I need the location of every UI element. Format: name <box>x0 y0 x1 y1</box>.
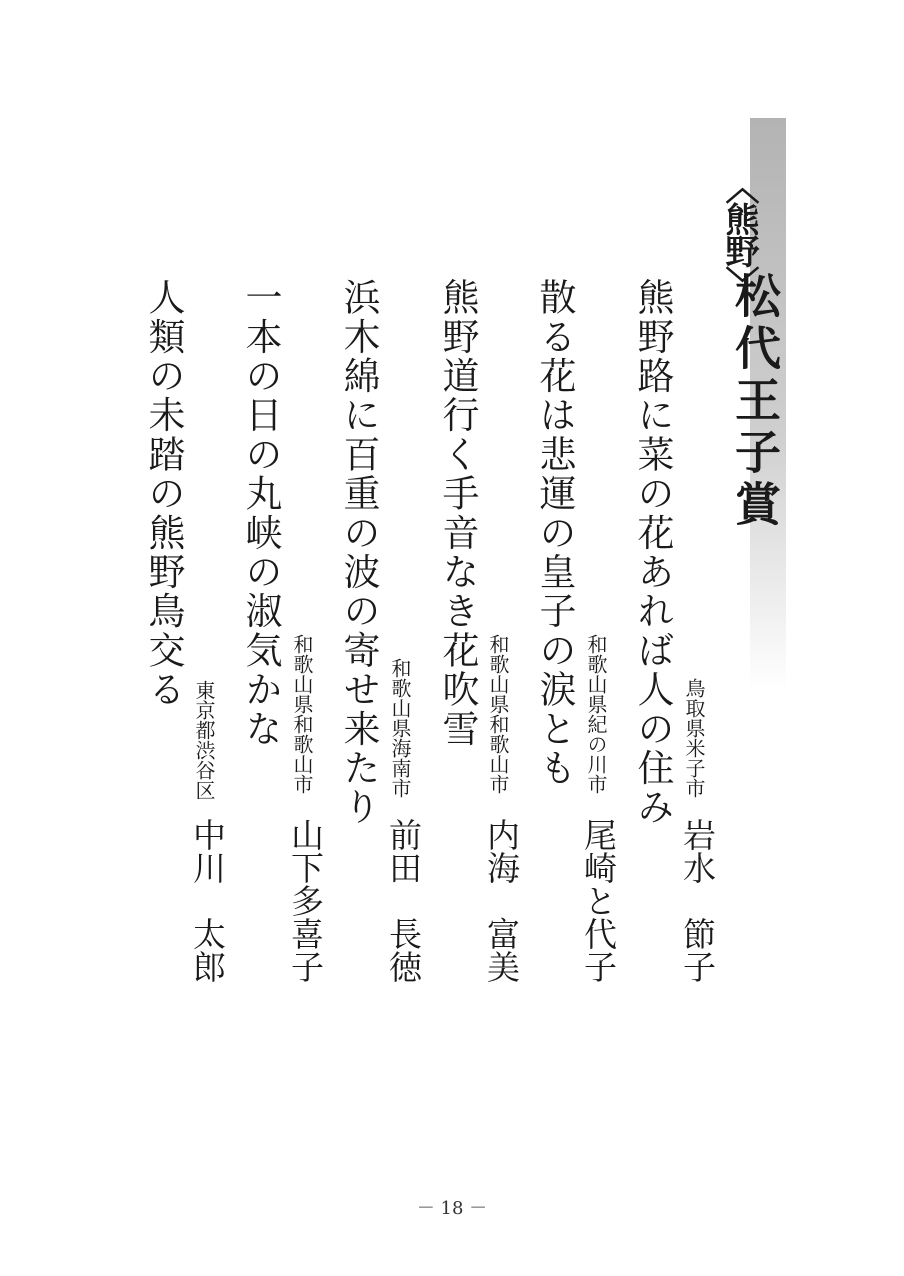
category-label: 〈熊野〉 <box>719 170 759 298</box>
poem-2: 散る花は悲運の皇子の涙とも <box>533 278 576 788</box>
author-5: 山下多喜子 <box>286 818 325 983</box>
place-6: 東京都渋谷区 <box>192 680 216 800</box>
page-number: － 18 － <box>416 1198 488 1219</box>
author-4: 前田 長徳 <box>384 818 423 983</box>
poem-6: 人類の未踏の熊野鳥交る <box>142 278 185 710</box>
award-title: 松代王子賞 <box>728 272 782 532</box>
poem-5: 一本の日の丸峡の淑気かな <box>239 278 282 749</box>
author-2: 尾崎と代子 <box>579 818 618 983</box>
place-4: 和歌山県海南市 <box>388 658 412 798</box>
place-3: 和歌山県和歌山市 <box>486 634 510 794</box>
place-2: 和歌山県紀の川市 <box>584 634 608 794</box>
author-1: 岩水 節子 <box>678 818 717 983</box>
poem-4: 浜木綿に百重の波の寄せ来たり <box>337 278 380 827</box>
poem-1: 熊野路に菜の花あれば人の住み <box>631 278 674 827</box>
poem-3: 熊野道行く手音なき花吹雪 <box>436 278 479 749</box>
place-5: 和歌山県和歌山市 <box>290 634 314 794</box>
place-1: 鳥取県米子市 <box>682 678 706 798</box>
author-3: 内海 富美 <box>482 818 521 983</box>
author-6: 中川 太郎 <box>188 818 227 983</box>
